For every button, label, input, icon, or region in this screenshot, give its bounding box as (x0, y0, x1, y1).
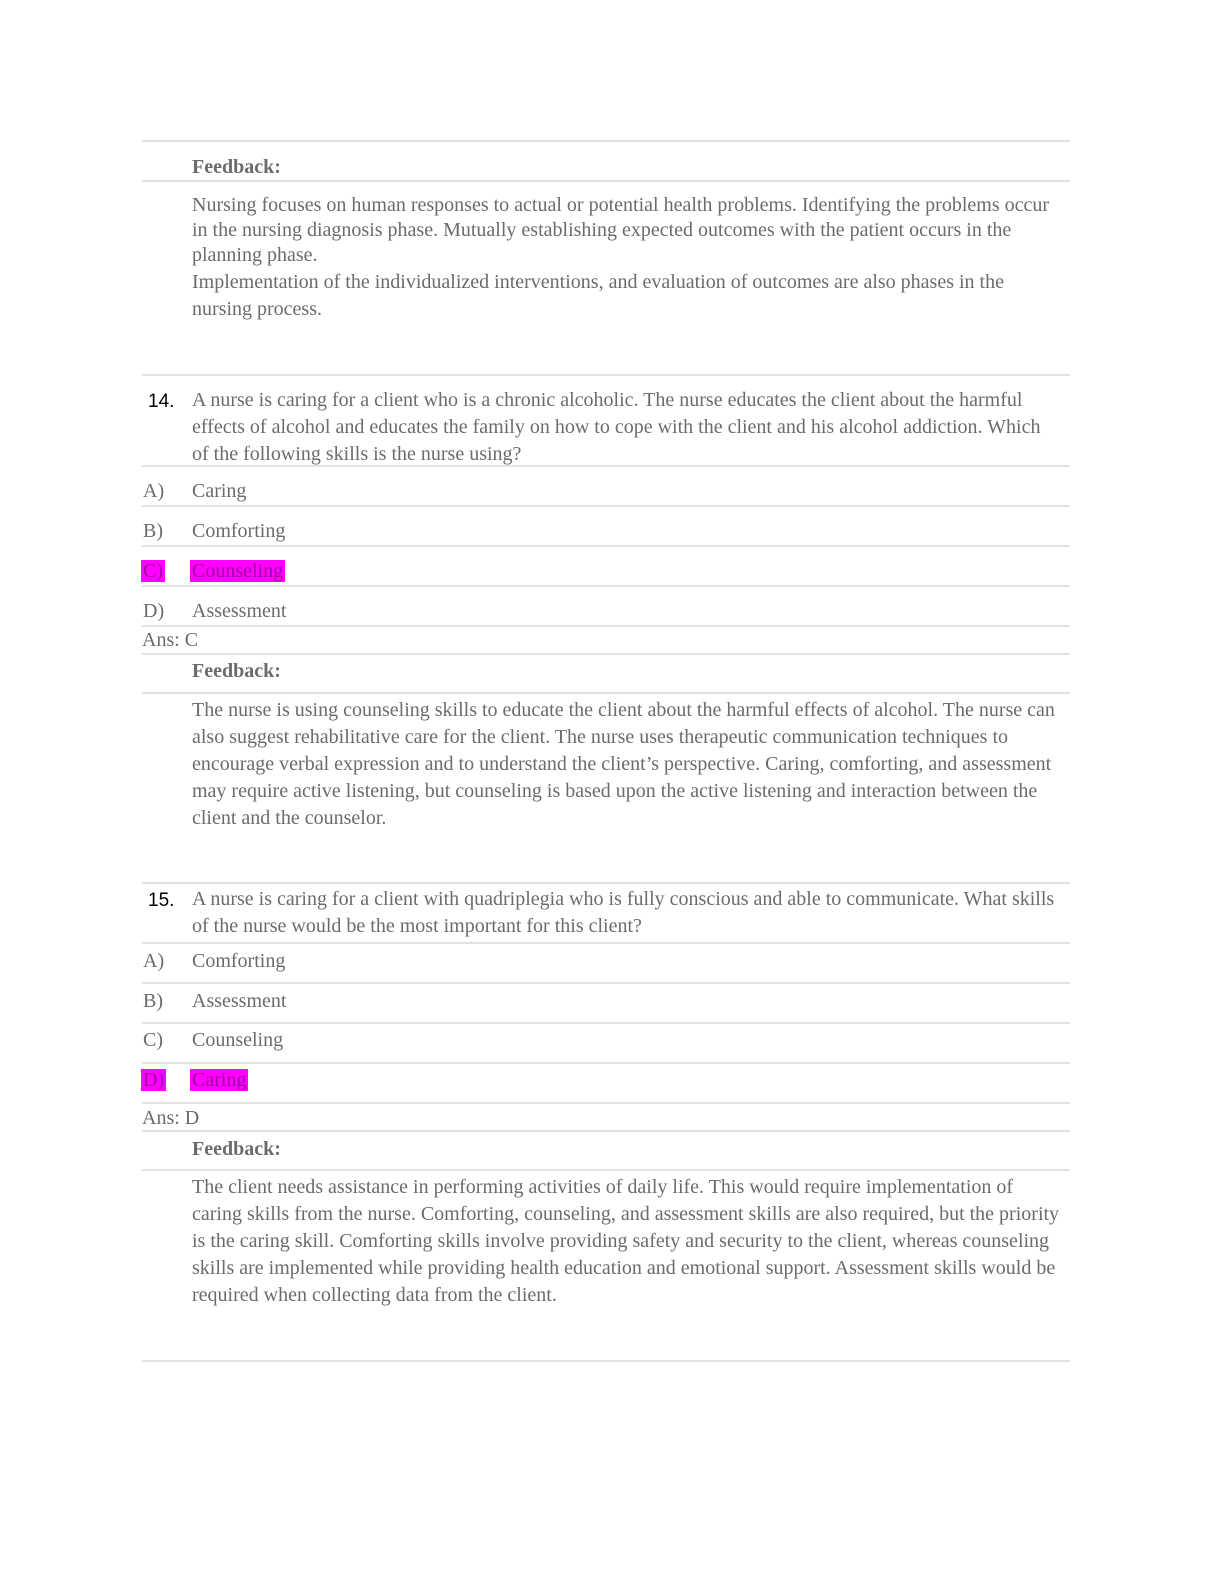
option-letter: C) (143, 1029, 163, 1051)
divider (142, 140, 1070, 142)
divider (142, 1022, 1070, 1024)
divider (142, 374, 1070, 376)
answer-line: Ans: C (142, 629, 199, 651)
option-letter: A) (143, 480, 165, 502)
divider (142, 1130, 1070, 1132)
divider (142, 692, 1070, 694)
question-number: 15. (148, 890, 175, 911)
option-text: Caring (192, 1069, 247, 1091)
option-text: Counseling (192, 1029, 284, 1051)
divider (142, 505, 1070, 507)
divider (142, 1102, 1070, 1104)
question-text: A nurse is caring for a client who is a chronic alcoholic. The nurse educates the client about the harmful effects of alcohol and educates the family on how to cope with the client and his alcohol addiction. Which of the following skills is the nurse using? (192, 389, 1041, 465)
option-letter: B) (143, 990, 163, 1012)
feedback-label: Feedback: (192, 1138, 281, 1160)
divider (142, 625, 1070, 627)
question-text: A nurse is caring for a client with quadriplegia who is fully conscious and able to communicate. What skills of the nurse would be the most important for this client? (192, 888, 1055, 937)
feedback-text: The nurse is using counseling skills to educate the client about the harmful effects of alcohol. The nurse can also suggest rehabilitative care for the client. The nurse uses therapeutic communication techniques to encourage verbal expression and to understand the client’s perspective. Caring, comforting, and assessment may require active listening, but counseling is based upon the active listening and interaction between the client and the counselor. (192, 699, 1055, 829)
question-number: 14. (148, 391, 175, 412)
divider (142, 882, 1070, 884)
option-text: Assessment (192, 600, 287, 622)
feedback-label: Feedback: (192, 660, 281, 682)
feedback-label: Feedback: (192, 156, 281, 178)
divider (142, 942, 1070, 944)
divider (142, 180, 1070, 182)
feedback-text: The client needs assistance in performing activities of daily life. This would require implementation of caring skills from the nurse. Comforting, counseling, and assessment skills are also required, but the priority is the caring skill. Comforting skills involve providing safety and security to the client, whereas counseling skills are implemented while providing health education and emotional support. Assessment skills would be required when collecting data from the client. (192, 1176, 1060, 1306)
option-text: Comforting (192, 950, 286, 972)
option-letter: C) (143, 560, 163, 582)
feedback-text: Nursing focuses on human responses to actual or potential health problems. Identifying the problems occur in the nursing diagnosis phase. Mutually establishing expected outcomes with the patient occurs in the planning phase. (192, 194, 1050, 266)
answer-line: Ans: D (142, 1107, 200, 1129)
divider (142, 585, 1070, 587)
option-text: Counseling (192, 560, 284, 582)
option-text: Assessment (192, 990, 287, 1012)
divider (142, 653, 1070, 655)
divider (142, 982, 1070, 984)
option-letter: B) (143, 520, 163, 542)
option-text: Caring (192, 480, 247, 502)
divider (142, 1169, 1070, 1171)
divider (142, 545, 1070, 547)
option-letter: D) (143, 1069, 165, 1091)
option-text: Comforting (192, 520, 286, 542)
option-letter: D) (143, 600, 165, 622)
divider (142, 465, 1070, 467)
divider (142, 1360, 1070, 1362)
feedback-text: Implementation of the individualized interventions, and evaluation of outcomes are also phases in the nursing process. (192, 271, 1004, 320)
divider (142, 1062, 1070, 1064)
option-letter: A) (143, 950, 165, 972)
